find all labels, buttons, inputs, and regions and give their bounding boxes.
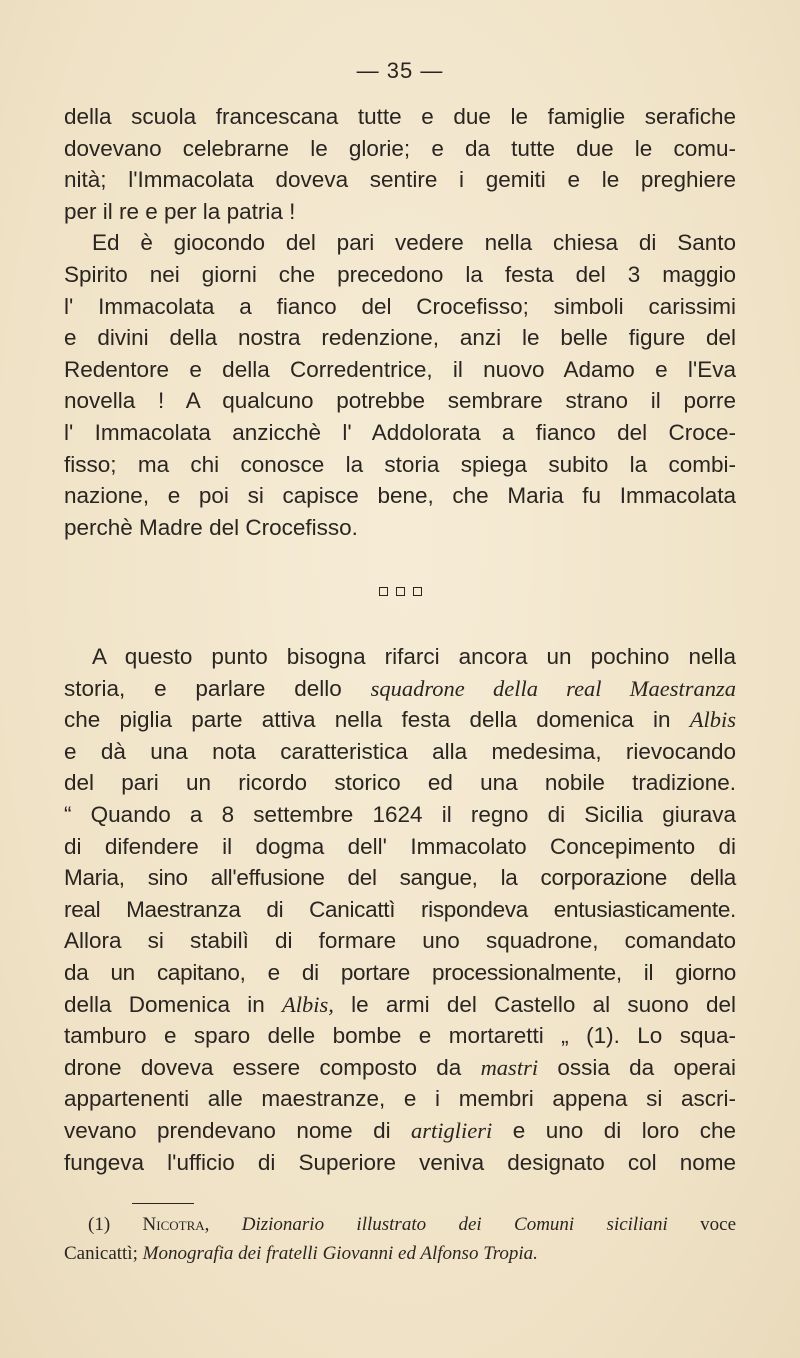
text-line: appartenenti alle maestranze, e i membri appena si ascri- xyxy=(64,1086,736,1112)
italic-phrase: artiglieri xyxy=(411,1117,493,1143)
book-page xyxy=(64,0,736,1358)
text-line: dovevano celebrarne le glorie; e da tutte due le comu- xyxy=(64,135,736,161)
text-line: drone doveva essere composto da mastri ossia da operai xyxy=(64,1054,736,1080)
text-line: fisso; ma chi conosce la storia spiega subito la combi- xyxy=(64,451,736,477)
text-line: Spirito nei giorni che precedono la festa del 3 maggio xyxy=(64,261,736,287)
text-line: A questo punto bisogna rifarci ancora un pochino nella xyxy=(92,644,736,669)
text-line: “ Quando a 8 settembre 1624 il regno di Sicilia giurava xyxy=(64,801,736,827)
footnote-line: (1) Nicotra, Dizionario illustrato dei Comuni siciliani voce xyxy=(88,1214,737,1235)
text-line: della scuola francescana tutte e due le famiglie serafiche xyxy=(64,104,736,129)
italic-phrase: Albis xyxy=(689,707,736,733)
text-line: real Maestranza di Canicattì rispondeva entusiasticamente. xyxy=(64,896,736,922)
text-line: e dà una nota caratteristica alla medesima, rievocando xyxy=(64,738,736,764)
italic-phrase: mastri xyxy=(480,1054,539,1080)
body-text-section-2 xyxy=(64,641,736,1178)
ornament-square xyxy=(413,587,422,596)
section-ornament xyxy=(64,582,736,598)
text-line: del pari un ricordo storico ed una nobile tradizione. xyxy=(64,770,736,796)
text-line: novella ! A qualcuno potrebbe sembrare strano il porre xyxy=(64,388,736,414)
text-line: Redentore e della Corredentrice, il nuovo Adamo e l'Eva xyxy=(64,356,736,382)
text-line: che piglia parte attiva nella festa della domenica in Albis xyxy=(64,707,736,733)
footnote xyxy=(64,1210,736,1268)
text-line: l' Immacolata anzicchè l' Addolorata a fianco del Croce- xyxy=(64,419,736,445)
ornament-square xyxy=(379,587,388,596)
text-line: di difendere il dogma dell' Immacolato Concepimento di xyxy=(64,833,736,859)
text-line: tamburo e sparo delle bombe e mortaretti „ (1). Lo squa- xyxy=(64,1023,736,1049)
text-line: fungeva l'ufficio di Superiore veniva designato col nome xyxy=(64,1149,736,1175)
text-line: nità; l'Immacolata doveva sentire i gemiti e le preghiere xyxy=(64,167,736,193)
body-text xyxy=(64,101,736,543)
text-line: vevano prendevano nome di artiglieri e uno di loro che xyxy=(64,1117,736,1143)
footnote-line: Canicattì; Monografia dei fratelli Giovanni ed Alfonso Tropia. xyxy=(64,1243,538,1264)
page-number: — 35 — xyxy=(356,58,444,83)
text-line: della Domenica in Albis, le armi del Castello al suono del xyxy=(64,991,736,1017)
text-line: nazione, e poi si capisce bene, che Maria fu Immacolata xyxy=(64,483,736,509)
text-line: da un capitano, e di portare processionalmente, il giorno xyxy=(64,959,736,985)
text-line: perchè Madre del Crocefisso. xyxy=(64,514,358,540)
text-line: per il re e per la patria ! xyxy=(64,198,296,224)
text-line: e divini della nostra redenzione, anzi le belle figure del xyxy=(64,325,736,351)
italic-phrase: Albis, xyxy=(282,991,334,1017)
ornament-square xyxy=(396,587,405,596)
footnote-rule xyxy=(132,1203,194,1204)
text-line: storia, e parlare dello squadrone della real Maestranza xyxy=(64,675,736,701)
text-line: Allora si stabilì di formare uno squadrone, comandato xyxy=(64,928,736,954)
text-line: Ed è giocondo del pari vedere nella chiesa di Santo xyxy=(92,230,736,256)
text-line: l' Immacolata a fianco del Crocefisso; simboli carissimi xyxy=(64,293,736,319)
text-line: Maria, sino all'effusione del sangue, la corporazione della xyxy=(64,865,736,891)
italic-phrase: squadrone della real Maestranza xyxy=(370,675,736,701)
